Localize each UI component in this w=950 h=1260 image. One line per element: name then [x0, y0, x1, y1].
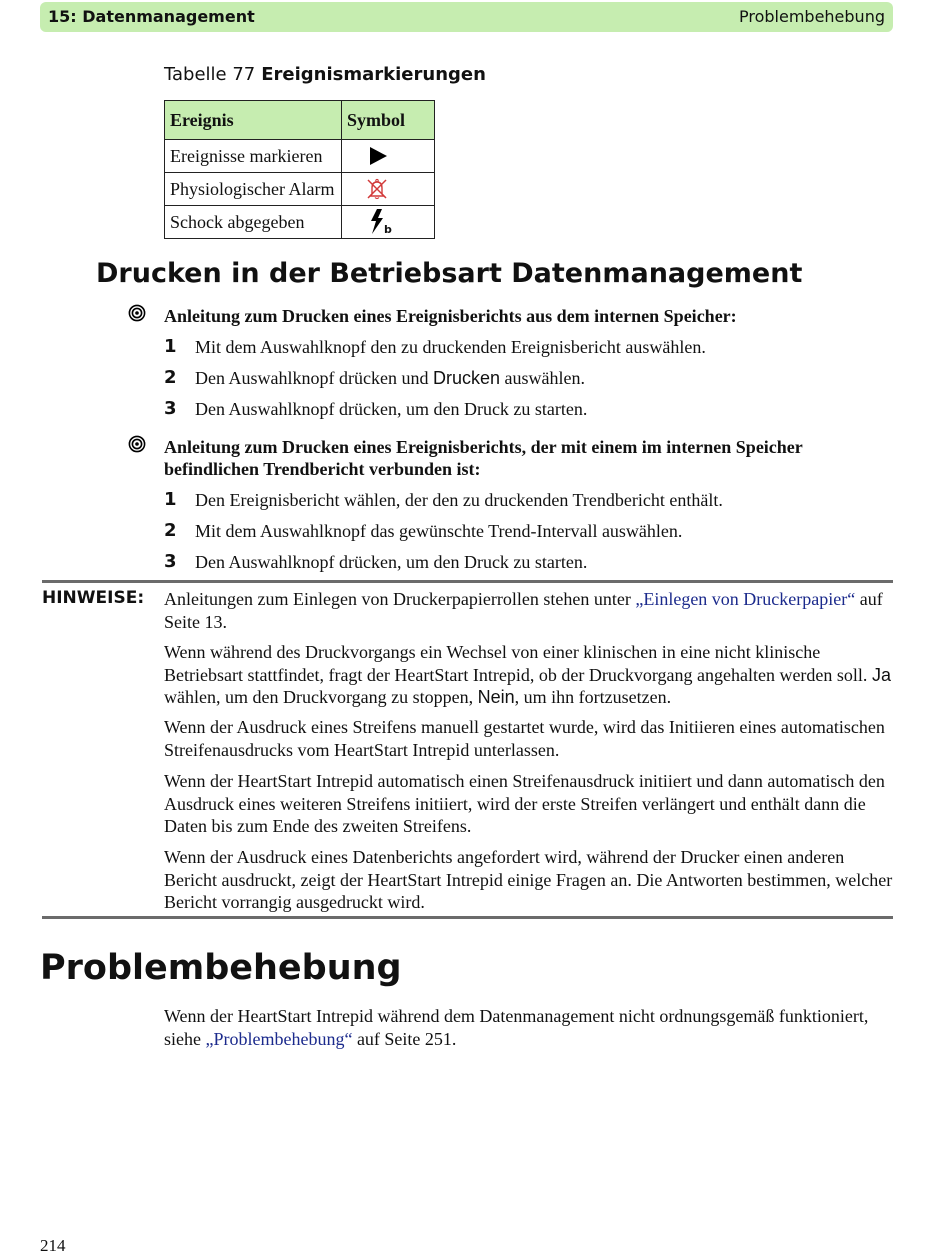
symbol-cell	[342, 140, 435, 173]
step-text: Den Auswahlknopf drücken, um den Druck zu starten.	[195, 399, 588, 419]
note-paragraph: Wenn der Ausdruck eines Datenberichts angefordert wird, während der Drucker einen anderen Bericht ausdruckt, zeigt der HeartStart Intrepid einige Fragen an. Die Antworten bestimmen, welcher Bericht vorrangig ausgedruckt wird.	[164, 847, 893, 912]
chapter-title: 15: Datenmanagement	[48, 7, 255, 26]
step-text	[195, 367, 585, 389]
step-text: Mit dem Auswahlknopf den zu druckenden Ereignisbericht auswählen.	[195, 337, 706, 357]
ui-label-drucken: Drucken	[432, 368, 500, 388]
procedure-target-icon	[128, 304, 146, 322]
procedure-target-icon	[128, 435, 146, 453]
event-cell: Schock abgegeben	[165, 206, 342, 239]
note-paragraph	[164, 588, 894, 633]
note-paragraph: Wenn der HeartStart Intrepid automatisch einen Streifenausdruck initiiert und dann automatisch den Ausdruck eines weiteren Streifens initiiert, wird der erste Streifen verlängert und enthält dann die Daten bis zum Ende des zweiten Streifens.	[164, 771, 885, 836]
event-cell: Ereignisse markieren	[165, 140, 342, 173]
section-title: Problembehebung	[739, 7, 885, 26]
step-text: Den Auswahlknopf drücken, um den Druck zu starten.	[195, 552, 588, 572]
notes-top-rule	[42, 580, 893, 583]
note-paragraph: Wenn der Ausdruck eines Streifens manuell gestartet wurde, wird das Initiieren eines automatischen Streifenausdrucks vom HeartStart Intrepid unterlassen.	[164, 717, 885, 760]
symbol-cell	[342, 173, 435, 206]
notes-bottom-rule	[42, 916, 893, 919]
step-number: 1	[164, 336, 177, 357]
step-number: 1	[164, 489, 177, 510]
step-text-post: auswählen.	[500, 368, 585, 388]
event-markers-table	[164, 100, 435, 239]
table-caption	[164, 64, 486, 85]
note-text: auf Seite 13.	[164, 589, 883, 632]
troubleshooting-heading: Problembehebung	[40, 948, 402, 988]
page-header-bar	[40, 2, 893, 32]
step-number: 2	[164, 520, 177, 541]
step-text: Mit dem Auswahlknopf das gewünschte Trend-Intervall auswählen.	[195, 521, 683, 541]
play-triangle-icon	[368, 146, 388, 166]
step-number: 2	[164, 367, 177, 388]
note-text: Anleitungen zum Einlegen von Druckerpapierrollen stehen unter	[164, 589, 636, 609]
step-number: 3	[164, 551, 177, 572]
step-text: Den Ereignisbericht wählen, der den zu druckenden Trendbericht enthält.	[195, 490, 723, 510]
column-header-event: Ereignis	[165, 101, 342, 140]
column-header-symbol: Symbol	[342, 101, 435, 140]
troubleshooting-text: auf Seite 251.	[352, 1028, 457, 1049]
shock-lightning-icon	[369, 209, 385, 235]
table-caption-number: Tabelle 77	[164, 64, 256, 85]
event-cell: Physiologischer Alarm	[165, 173, 342, 206]
link-problembehebung[interactable]: „Problembehebung“	[205, 1028, 353, 1049]
table-row	[165, 140, 435, 173]
troubleshooting-paragraph	[164, 1005, 894, 1050]
step-text-pre: Den Auswahlknopf drücken und	[195, 368, 433, 388]
symbol-cell	[342, 206, 435, 239]
note-paragraph	[164, 641, 894, 709]
troubleshooting-text: Wenn der HeartStart Intrepid während dem Datenmanagement nicht ordnungsgemäß funktioniert, siehe	[164, 1006, 869, 1049]
ui-label-ja: Ja	[871, 664, 891, 685]
procedure-title: Anleitung zum Drucken eines Ereignisberichts aus dem internen Speicher:	[164, 306, 737, 326]
note-text: , um ihn fortzusetzen.	[514, 687, 672, 707]
procedure-title: Anleitung zum Drucken eines Ereignisberichts, der mit einem im internen Speicher befindlichen Trendbericht verbunden ist:	[164, 437, 803, 479]
step-number: 3	[164, 398, 177, 419]
ui-label-nein: Nein	[477, 687, 515, 707]
alarm-bell-crossed-icon	[365, 177, 389, 201]
notes-label: HINWEISE:	[42, 588, 145, 608]
note-text: wählen, um den Druckvorgang zu stoppen,	[164, 687, 478, 707]
shock-symbol-subscript: b	[384, 223, 392, 236]
table-caption-title: Ereignismarkierungen	[261, 64, 486, 85]
link-druckerpapier[interactable]: „Einlegen von Druckerpapier“	[635, 589, 856, 609]
table-header-row	[165, 101, 435, 140]
table-row	[165, 206, 435, 239]
table-row	[165, 173, 435, 206]
section-heading: Drucken in der Betriebsart Datenmanagement	[96, 258, 803, 289]
page-number: 214	[40, 1236, 66, 1255]
note-text: Wenn während des Druckvorgangs ein Wechsel von einer klinischen in eine nicht klinische Betriebsart stattfindet, fragt der HeartStart Intrepid, ob der Druckvorgang angehalten werden soll.	[164, 642, 872, 685]
